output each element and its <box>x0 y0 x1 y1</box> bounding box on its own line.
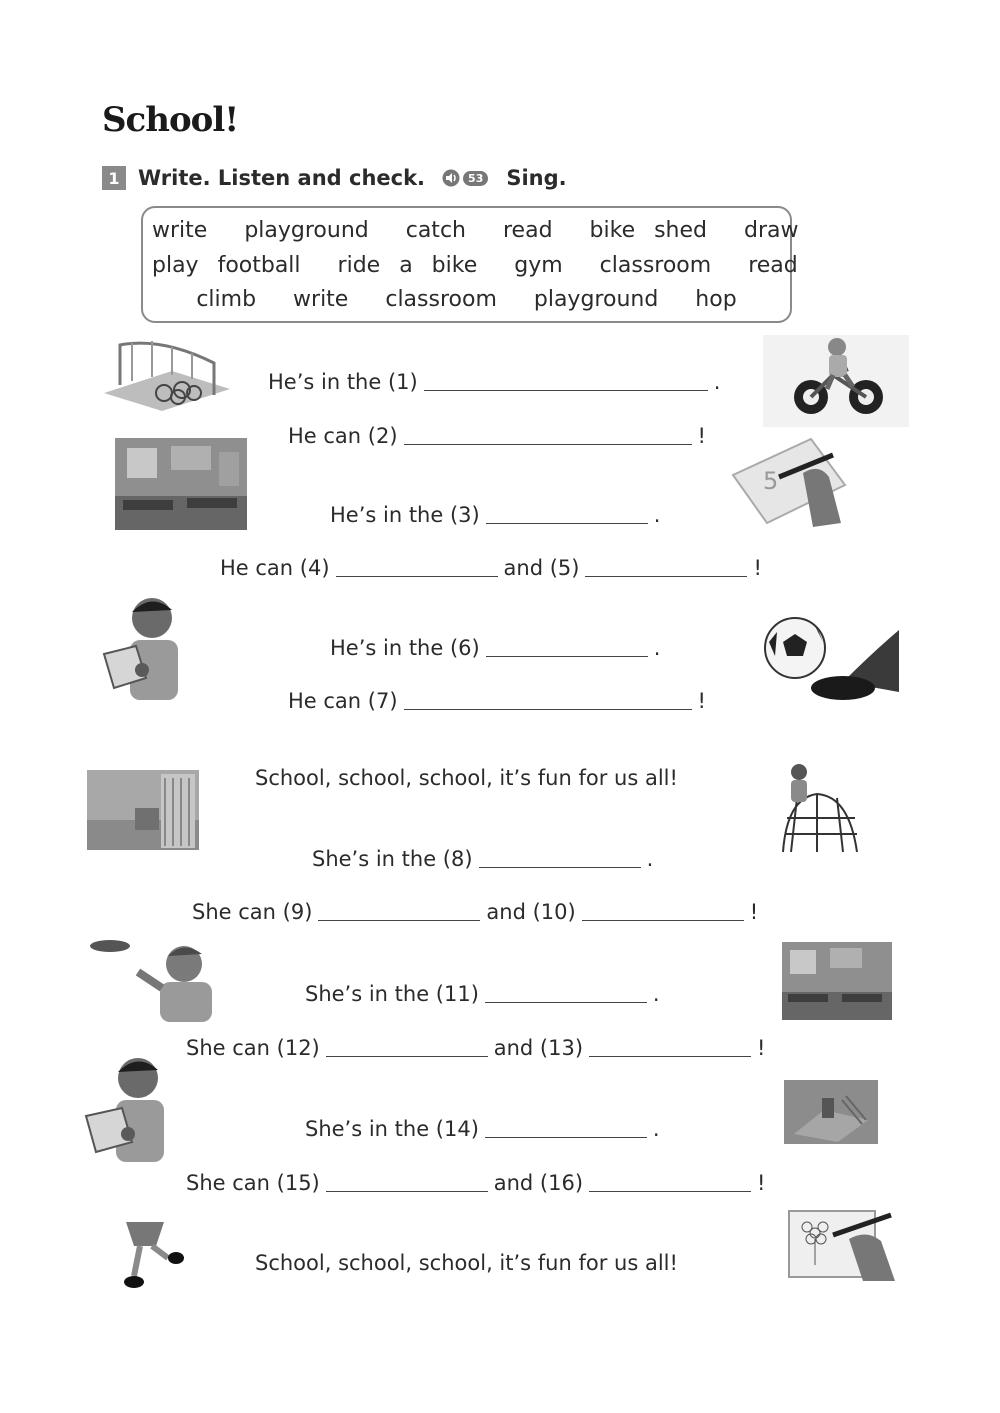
sentence-end: . <box>653 636 661 660</box>
page-title: School! <box>102 100 239 140</box>
sentence-mid: and (10) <box>486 900 576 924</box>
sentence-prompt: He’s in the (6) <box>330 636 480 660</box>
answer-blank-3[interactable] <box>486 503 648 524</box>
hopping-girl-icon <box>110 1218 190 1292</box>
word-item: catch <box>405 218 466 243</box>
word-item: ride a bike <box>337 253 478 278</box>
sentence-end: ! <box>757 1171 766 1195</box>
word-item: read <box>502 218 553 243</box>
sentence-end: . <box>652 1117 660 1141</box>
climbing-frame-icon <box>777 758 863 854</box>
sentence-prompt: She’s in the (14) <box>305 1117 479 1141</box>
exercise-instruction <box>102 164 567 192</box>
word-item: gym <box>514 253 563 278</box>
answer-blank-9[interactable] <box>318 900 480 921</box>
sentence-end: . <box>646 847 654 871</box>
word-item: draw <box>744 218 799 243</box>
sentence-line-11 <box>305 1117 660 1141</box>
sentence-prompt: He’s in the (3) <box>330 503 480 527</box>
word-item: classroom <box>599 253 712 278</box>
frisbee-icon <box>88 936 222 1024</box>
sentence-line-4 <box>220 556 762 580</box>
sentence-prompt: He can (2) <box>288 424 398 448</box>
classroom-icon <box>782 942 892 1020</box>
sentence-line-1 <box>268 370 720 394</box>
sentence-prompt: She can (9) <box>192 900 313 924</box>
answer-blank-6[interactable] <box>486 636 648 657</box>
boy-reading-icon <box>102 590 188 706</box>
sentence-end: ! <box>753 556 762 580</box>
football-icon <box>763 612 903 712</box>
sing-text: Sing. <box>506 166 567 190</box>
sentence-prompt: She can (12) <box>186 1036 320 1060</box>
word-item: playground <box>244 218 369 243</box>
answer-blank-5[interactable] <box>585 556 747 577</box>
sentence-line-7 <box>312 847 653 871</box>
sentence-line-6 <box>288 689 706 713</box>
sentence-prompt: She’s in the (11) <box>305 982 479 1006</box>
word-item: read <box>748 253 798 278</box>
classroom-icon <box>115 438 247 530</box>
word-item: write <box>293 287 349 312</box>
sentence-line-12 <box>186 1171 765 1195</box>
answer-blank-14[interactable] <box>485 1117 647 1138</box>
chorus-line: School, school, school, it’s fun for us all! <box>255 766 678 790</box>
hand-writing-icon <box>729 433 849 529</box>
track-number: 53 <box>463 171 488 186</box>
answer-blank-10[interactable] <box>582 900 744 921</box>
hand-drawing-icon <box>785 1205 897 1283</box>
sentence-end: ! <box>749 900 759 924</box>
word-item: write <box>152 218 208 243</box>
answer-blank-13[interactable] <box>589 1036 751 1057</box>
word-item: hop <box>695 287 737 312</box>
word-row <box>143 253 798 278</box>
answer-blank-12[interactable] <box>326 1036 488 1057</box>
sentence-end: . <box>653 503 661 527</box>
sentence-end: . <box>652 982 660 1006</box>
sentence-line-10 <box>186 1036 765 1060</box>
sentence-prompt: He can (7) <box>288 689 398 713</box>
answer-blank-15[interactable] <box>326 1171 488 1192</box>
sentence-line-5 <box>330 636 660 660</box>
playground-icon <box>784 1080 878 1144</box>
sentence-prompt: He’s in the (1) <box>268 370 418 394</box>
sentence-prompt: He can (4) <box>220 556 330 580</box>
word-bank <box>141 206 799 323</box>
speaker-icon <box>441 169 461 187</box>
sentence-line-2 <box>288 424 706 448</box>
sentence-line-9 <box>305 982 660 1006</box>
word-item: classroom <box>385 287 497 312</box>
sentence-mid: and (5) <box>503 556 580 580</box>
word-item: climb <box>196 287 257 312</box>
answer-blank-11[interactable] <box>485 982 647 1003</box>
sentence-mid: and (13) <box>493 1036 584 1060</box>
boy-reading-icon <box>82 1050 178 1168</box>
answer-blank-2[interactable] <box>404 424 692 445</box>
sentence-end: . <box>713 370 721 394</box>
sentence-line-3 <box>330 503 660 527</box>
bike-shed-icon <box>102 335 232 413</box>
answer-blank-16[interactable] <box>589 1171 751 1192</box>
bicycle-icon <box>763 335 909 427</box>
answer-blank-4[interactable] <box>336 556 498 577</box>
word-row <box>143 218 799 243</box>
answer-blank-7[interactable] <box>404 689 692 710</box>
sentence-line-8 <box>192 900 758 924</box>
sentence-mid: and (16) <box>493 1171 584 1195</box>
gym-icon <box>87 770 199 850</box>
answer-blank-1[interactable] <box>424 370 708 391</box>
svg-text:5: 5 <box>763 467 779 495</box>
sentence-end: ! <box>697 689 706 713</box>
chorus-line: School, school, school, it’s fun for us all! <box>255 1251 678 1275</box>
word-row <box>143 287 790 312</box>
word-item: playground <box>533 287 659 312</box>
sentence-end: ! <box>697 424 706 448</box>
instruction-text: Write. Listen and check. <box>138 166 426 190</box>
sentence-prompt: She’s in the (8) <box>312 847 473 871</box>
exercise-number: 1 <box>102 166 126 190</box>
sentence-prompt: She can (15) <box>186 1171 320 1195</box>
sentence-end: ! <box>757 1036 766 1060</box>
answer-blank-8[interactable] <box>479 847 641 868</box>
word-item: play football <box>152 253 301 278</box>
word-item: bike shed <box>589 218 707 243</box>
audio-track[interactable] <box>441 169 488 187</box>
